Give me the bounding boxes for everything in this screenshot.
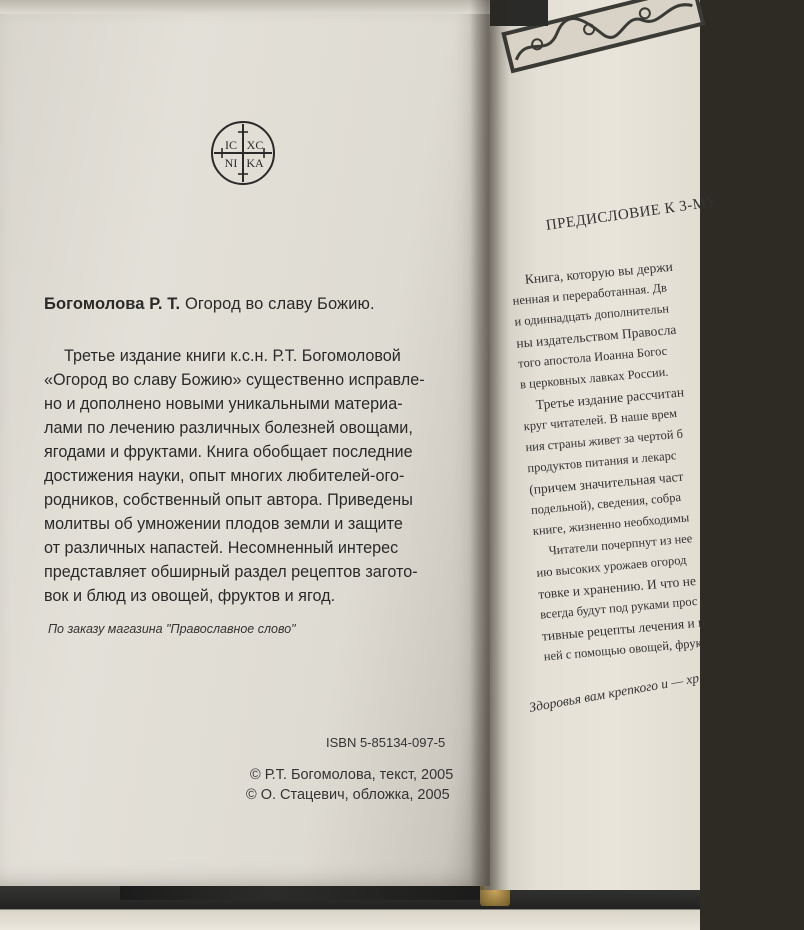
text-line: ию высоких урожаев огород (535, 552, 687, 580)
copyright-cover: © О. Стацевич, обложка, 2005 (246, 787, 450, 803)
text-line: круг читателей. В наше врем (523, 406, 678, 434)
author-name: Богомолова Р. Т. (44, 295, 181, 313)
description-line: молитвы об умножении плодов земли и защите (44, 515, 403, 533)
description-line: достижения науки, опыт многих любителей-ого- (44, 467, 405, 485)
description-line: родников, собственный опыт автора. Приведены (44, 491, 413, 509)
text-line: и одиннадцать дополнительн (513, 301, 670, 329)
text-line: книге, жизненно необходимы (532, 510, 690, 538)
description-line: Третье издание книги к.с.н. Р.Т. Богомоловой (64, 347, 401, 365)
seal-letters-xc: XC (246, 138, 264, 152)
text-line: всегда будут под руками прос (539, 593, 698, 622)
text-line: Книга, которую вы держи (524, 258, 674, 287)
seal-letters-ic: IC (225, 138, 237, 152)
text-line: Читатели почерпнут из нее (548, 531, 693, 558)
text-line: ней с помощью овощей, фрук (543, 635, 703, 664)
text-line: ненная и переработанная. Дв (512, 280, 668, 308)
right-page-heading: ПРЕДИСЛОВИЕ К 3-МУ (545, 193, 719, 234)
text-line: того апостола Иоанна Богос (517, 343, 668, 371)
description-line: ягодами и фруктами. Книга обобщает последние (44, 443, 413, 461)
description-line: представляет обширный раздел рецептов загото- (44, 563, 418, 581)
isbn: ISBN 5-85134-097-5 (326, 735, 446, 750)
description-line: лами по лечению различных болезней овощами, (44, 419, 413, 437)
cross-seal-icon (210, 120, 276, 186)
seal-letters-ka: KA (246, 156, 264, 170)
description-line: «Огород во славу Божию» существенно исправле- (44, 371, 425, 389)
book-description (44, 344, 464, 608)
page-top-edge (0, 0, 490, 14)
copyright-text: © Р.Т. Богомолова, текст, 2005 (250, 767, 454, 783)
text-line: (причем значительная част (528, 468, 684, 498)
description-line: но и дополнено новыми уникальными материа- (44, 395, 403, 413)
text-line: в церковных лавках России. (519, 364, 669, 392)
text-line: товке и хранению. И что не (537, 573, 697, 602)
text-line: Третье издание рассчитан (535, 384, 685, 413)
right-page-text (510, 247, 804, 667)
text-line: тивные рецепты лечения и п (541, 614, 706, 644)
book-title: Огород во славу Божию. (184, 295, 375, 313)
description-line: от различных напастей. Несомненный интерес (44, 539, 399, 557)
description-line: вок и блюд из овощей, фруктов и ягод. (44, 587, 336, 605)
text-line: ны издательством Правосла (515, 321, 677, 351)
text-line: ния страны живет за чертой б (524, 426, 684, 455)
right-page-signature: Здоровья вам крепкого и — хр (528, 670, 701, 715)
order-note: По заказу магазина "Православное слово" (48, 622, 296, 636)
text-line: продуктов питания и лекарс (526, 448, 677, 476)
spine-shadow (470, 0, 510, 890)
text-line: подельной), сведения, собра (530, 489, 682, 518)
book-citation (44, 295, 375, 314)
seal-letters-ni: NI (224, 156, 238, 170)
